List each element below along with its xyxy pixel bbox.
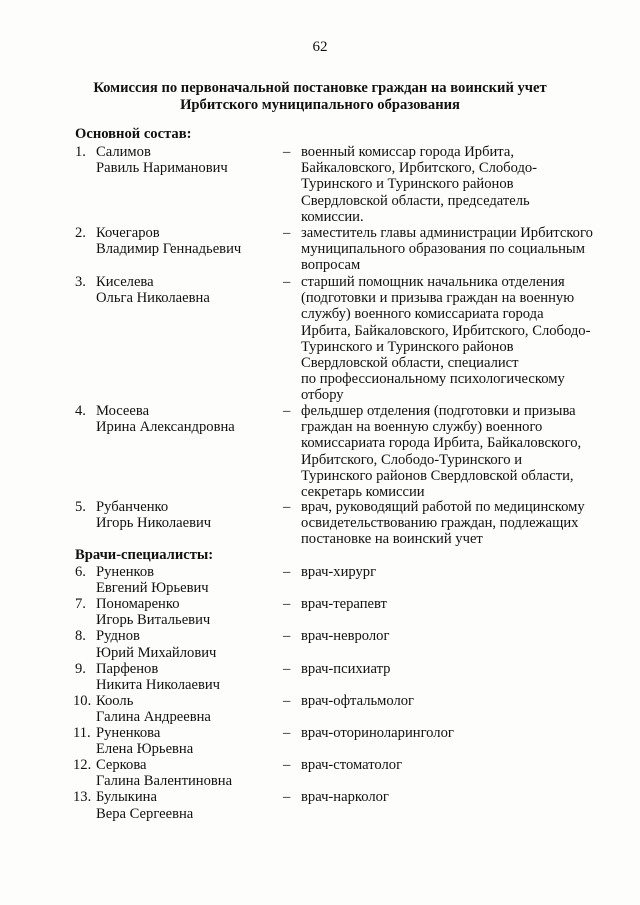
dash-separator: – — [283, 789, 291, 806]
dash-separator: – — [283, 499, 291, 515]
role-description — [301, 274, 621, 404]
role-description — [301, 499, 621, 548]
surname: Кочегаров — [96, 225, 160, 241]
role-description — [301, 564, 621, 580]
role-description — [301, 725, 621, 741]
role-line: Туринского районов Свердловской области, — [301, 467, 574, 484]
title-line-1: Комиссия по первоначальной постановке граждан на воинский учет — [93, 80, 547, 96]
given-name: Никита Николаевич — [96, 676, 221, 693]
role-description — [301, 661, 621, 677]
entry-number: 1. — [75, 144, 86, 160]
role-description — [301, 789, 621, 805]
role-description — [301, 144, 621, 225]
person-name — [96, 757, 281, 789]
document-title — [60, 80, 580, 114]
role-line: Свердловской области, специалист — [301, 355, 519, 372]
surname: Кооль — [96, 692, 134, 709]
dash-separator: – — [283, 225, 291, 241]
dash-separator: – — [283, 628, 291, 645]
role-line: граждан на военную службу) военного — [301, 419, 543, 436]
role-line: врач-стоматолог — [301, 757, 403, 774]
entry-number: 11. — [73, 725, 91, 741]
surname: Салимов — [96, 144, 151, 160]
role-line: фельдшер отделения (подготовки и призыва — [301, 403, 576, 419]
dash-separator: – — [283, 144, 291, 160]
dash-separator: – — [283, 725, 291, 741]
entry-number: 9. — [75, 660, 86, 677]
role-line: заместитель главы администрации Ирбитского — [301, 225, 593, 241]
role-line: комиссариата города Ирбита, Байкаловского, — [301, 435, 582, 452]
given-name: Галина Андреевна — [96, 709, 211, 725]
dash-separator: – — [283, 403, 291, 419]
surname: Рубанченко — [96, 499, 169, 515]
surname: Булыкина — [96, 789, 157, 806]
dash-separator: – — [283, 274, 291, 290]
role-description — [301, 596, 621, 612]
entry-number: 3. — [75, 274, 86, 290]
given-name: Вера Сергеевна — [96, 805, 194, 822]
role-line: освидетельствованию граждан, подлежащих — [301, 515, 579, 532]
entry-number: 5. — [75, 499, 86, 515]
title-line-2: Ирбитского муниципального образования — [180, 97, 460, 113]
role-line: по профессиональному психологическому — [301, 371, 565, 388]
given-name: Елена Юрьевна — [96, 741, 194, 758]
given-name: Евгений Юрьевич — [96, 580, 209, 597]
surname: Мосеева — [96, 403, 150, 419]
given-name: Галина Валентиновна — [96, 773, 233, 790]
role-line: (подготовки и призыва граждан на военную — [301, 290, 575, 307]
dash-separator: – — [283, 596, 291, 613]
surname: Серкова — [96, 757, 147, 774]
dash-separator: – — [283, 757, 291, 774]
dash-separator: – — [283, 564, 291, 580]
surname: Руненков — [96, 564, 155, 580]
given-name: Ольга Николаевна — [96, 290, 210, 307]
role-line: муниципального образования по социальным — [301, 241, 585, 258]
person-name — [96, 144, 281, 176]
given-name: Игорь Витальевич — [96, 612, 211, 629]
entry-number: 2. — [75, 225, 86, 241]
surname: Руненкова — [96, 725, 161, 741]
role-line: врач-нарколог — [301, 789, 389, 806]
entry-number: 7. — [75, 596, 86, 613]
role-description — [301, 403, 621, 500]
role-line: Туринского и Туринского районов — [301, 338, 514, 355]
role-line: Байкаловского, Ирбитского, Слободо- — [301, 160, 538, 177]
surname: Парфенов — [96, 660, 159, 677]
entry-number: 4. — [75, 403, 86, 419]
entry-number: 6. — [75, 564, 86, 580]
role-line: врач-терапевт — [301, 596, 387, 613]
role-line: врач-психиатр — [301, 660, 391, 677]
role-line: военный комиссар города Ирбита, — [301, 144, 514, 160]
role-line: Свердловской области, председатель — [301, 192, 530, 209]
entry-number: 12. — [73, 757, 92, 774]
role-line: постановке на воинский учет — [301, 531, 483, 548]
dash-separator: – — [283, 660, 291, 677]
role-description — [301, 628, 621, 644]
role-line: старший помощник начальника отделения — [301, 274, 565, 290]
given-name: Владимир Геннадьевич — [96, 241, 242, 258]
section-heading-doctors: Врачи-специалисты: — [75, 547, 214, 563]
role-line: врач-оториноларинголог — [301, 725, 454, 741]
given-name: Равиль Нариманович — [96, 160, 228, 177]
role-line: Ирбитского, Слободо-Туринского и — [301, 451, 523, 468]
role-description — [301, 225, 621, 274]
entry-number: 10. — [73, 692, 92, 709]
role-line: врач-хирург — [301, 564, 377, 580]
person-name — [96, 564, 281, 596]
person-name — [96, 225, 281, 257]
entry-number: 13. — [73, 789, 92, 806]
role-line: врач-офтальмолог — [301, 692, 415, 709]
person-name — [96, 596, 281, 628]
surname: Киселева — [96, 274, 154, 290]
person-name — [96, 693, 281, 725]
person-name — [96, 403, 281, 435]
role-line: вопросам — [301, 257, 361, 274]
person-name — [96, 661, 281, 693]
person-name — [96, 628, 281, 660]
role-line: службу) военного комиссариата города — [301, 306, 544, 323]
person-name — [96, 725, 281, 757]
role-line: Ирбита, Байкаловского, Ирбитского, Слободо- — [301, 322, 591, 339]
role-description — [301, 693, 621, 709]
given-name: Игорь Николаевич — [96, 515, 212, 532]
person-name — [96, 274, 281, 306]
person-name — [96, 499, 281, 531]
role-line: Туринского и Туринского районов — [301, 176, 514, 193]
section-heading-main: Основной состав: — [75, 126, 192, 142]
person-name — [96, 789, 281, 821]
role-line: врач-невролог — [301, 628, 390, 645]
role-line: комиссии. — [301, 208, 364, 225]
role-line: отбору — [301, 387, 344, 404]
given-name: Ирина Александровна — [96, 419, 235, 436]
entry-number: 8. — [75, 628, 86, 645]
dash-separator: – — [283, 692, 291, 709]
given-name: Юрий Михайлович — [96, 644, 217, 661]
surname: Пономаренко — [96, 596, 180, 613]
role-line: секретарь комиссии — [301, 484, 425, 501]
role-description — [301, 757, 621, 773]
page-number: 62 — [312, 39, 328, 55]
surname: Руднов — [96, 628, 140, 645]
role-line: врач, руководящий работой по медицинскому — [301, 499, 585, 515]
